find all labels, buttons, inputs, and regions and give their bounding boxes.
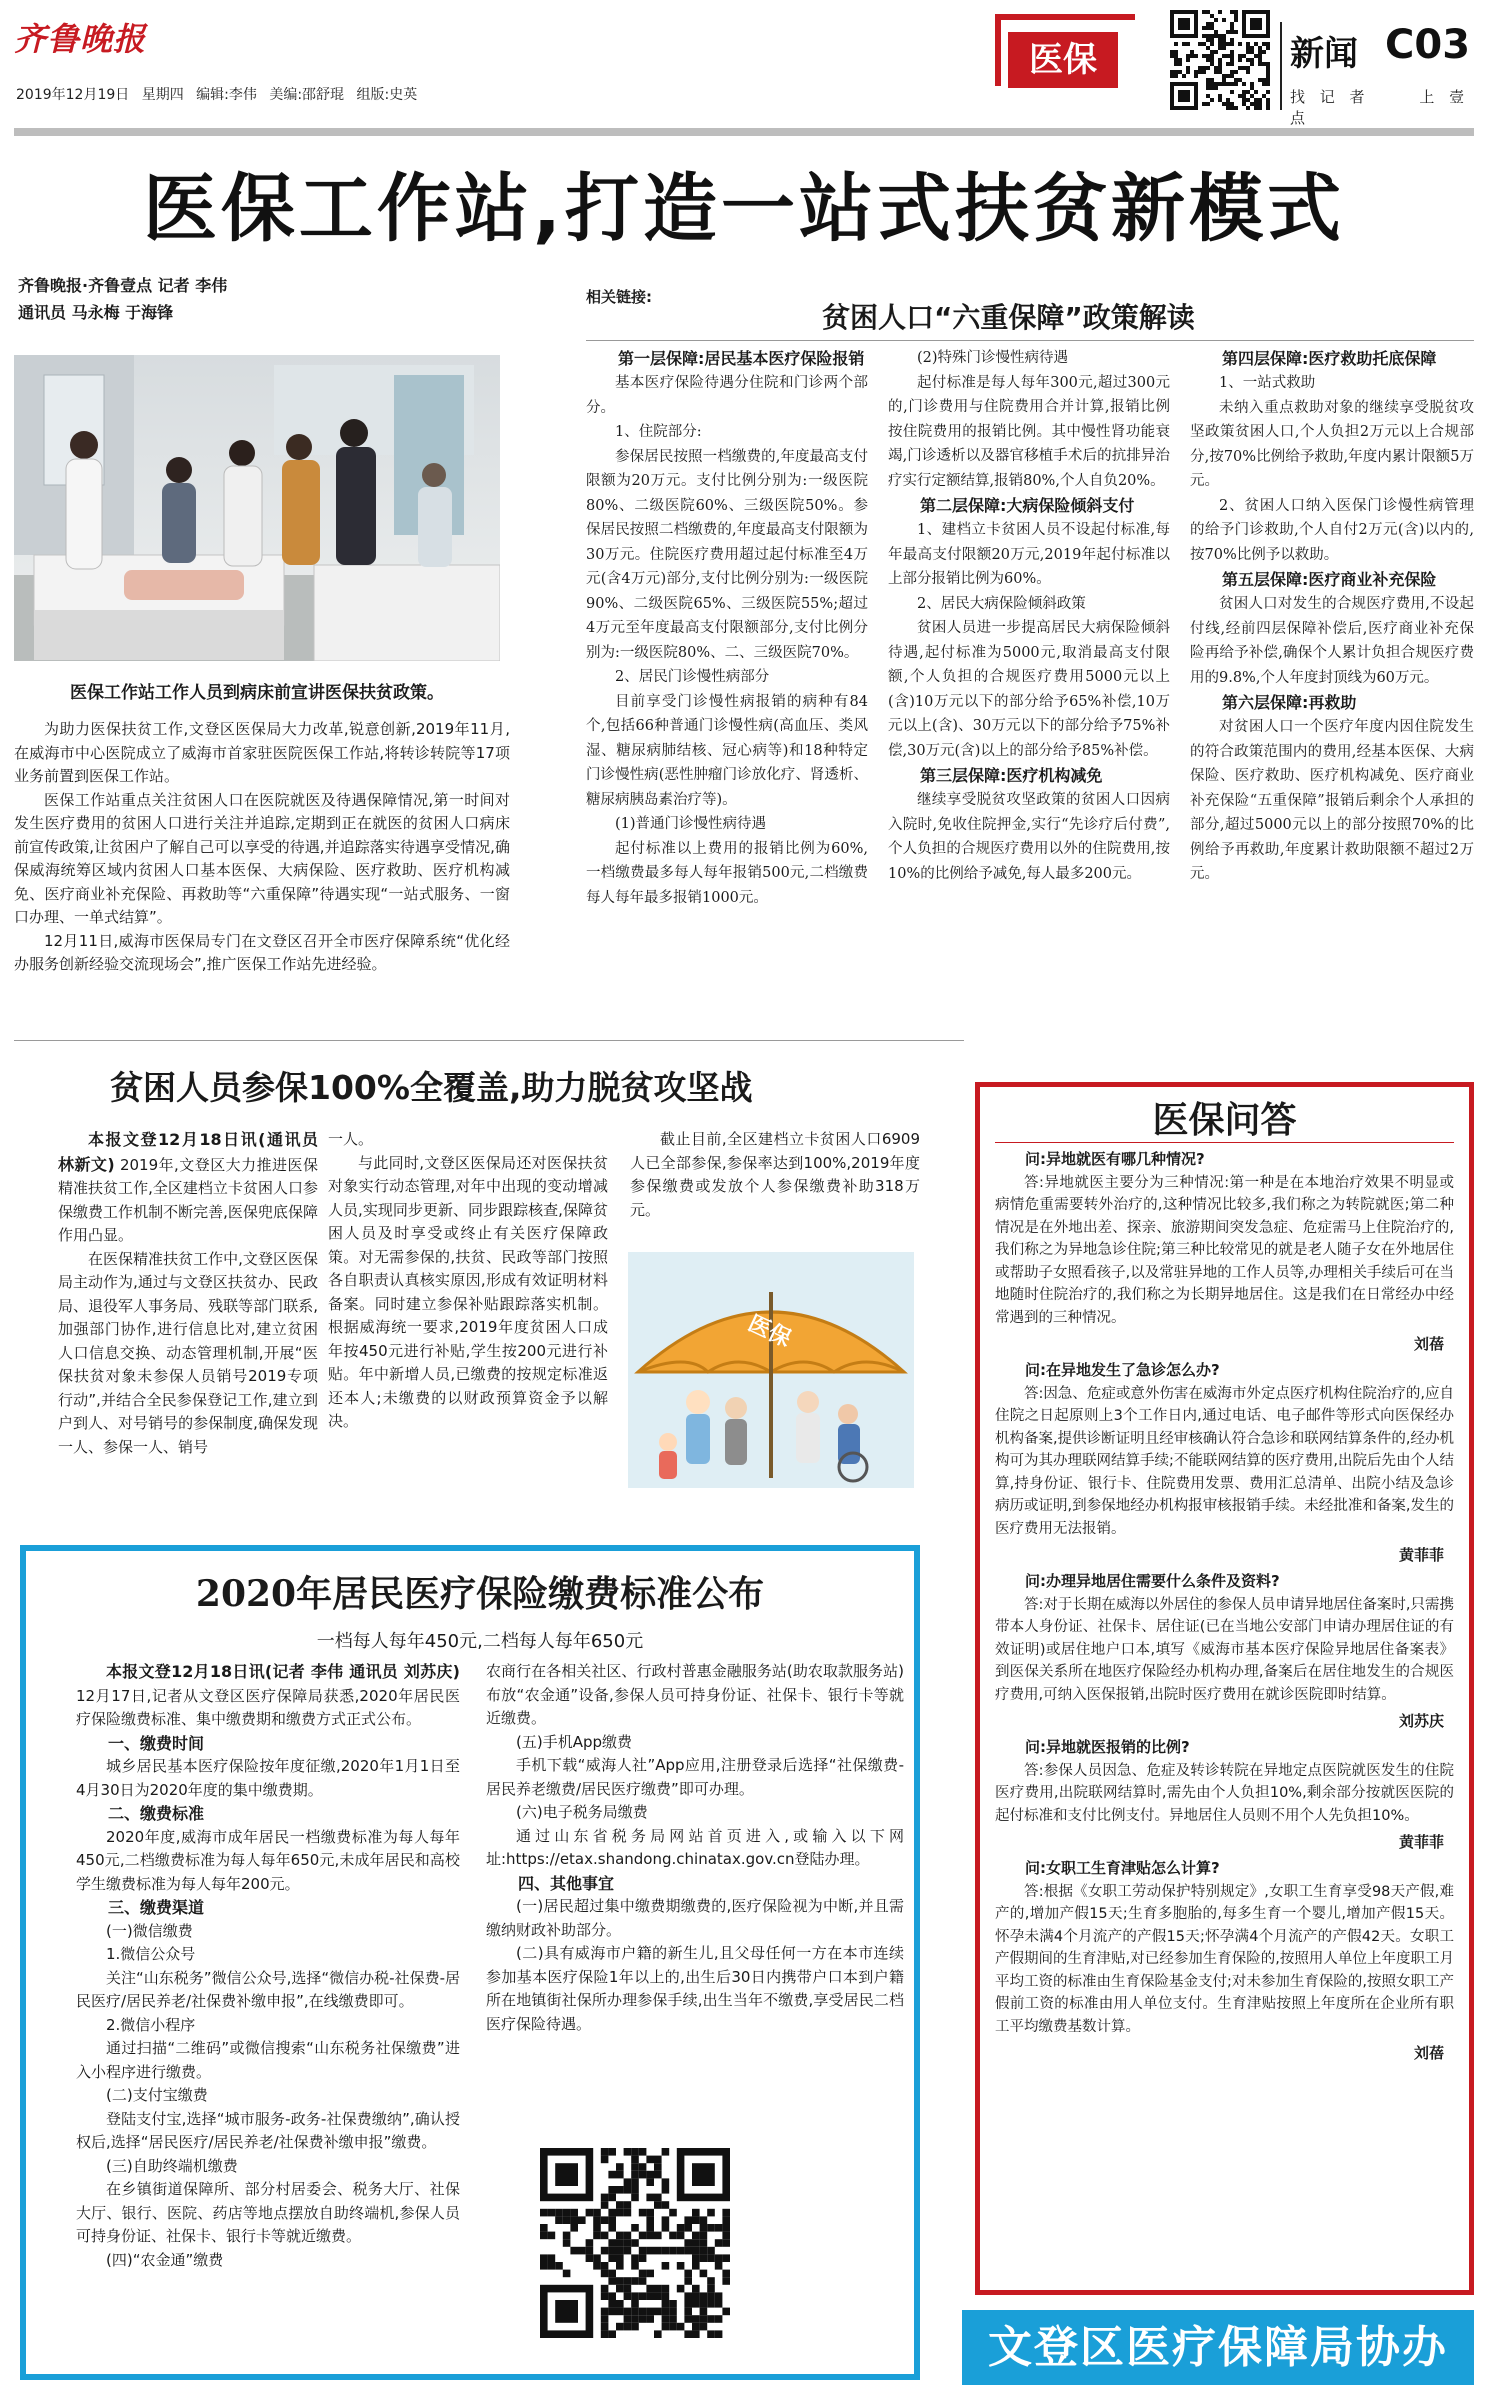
- article3-paragraph: (二)具有威海市户籍的新生儿,且父母任何一方在本市连续参加基本医疗保险1年以上的,出生后30日内携带户口本到户籍所在地镇街社保所办理参保手续,出生当年不缴费,享受居民二档医疗保险待遇。: [486, 1944, 904, 2033]
- policy-paragraph: 1、一站式救助: [1219, 375, 1316, 391]
- qa-answer: 答:根据《女职工劳动保护特别规定》,女职工生育享受98天产假,难产的,增加产假15天;生育多胞胎的,每多生育一个婴儿,增加产假15天。怀孕未满4个月流产的产假15天;怀孕满4个月流产的产假42天。女职工产假期间的生育津贴,对已经参加生育保险的,按照用人单位上年度职工月平均工资的标准由生育保险基金支付;对未参加生育保险的,按照女职工产假前工资的标准由用人单位支付。生育津贴按照上年度所在企业所有职工平均缴费基数计算。: [995, 1883, 1454, 2035]
- qa-author: 刘苏庆: [1398, 1712, 1444, 1730]
- article2-paragraph: 在医保精准扶贫工作中,文登区医保局主动作为,通过与文登区扶贫办、民政局、退役军人事务局、残联等部门联系,加强部门协作,进行信息比对,建立贫困人口信息交换、动态管理机制,开展“医保扶贫对象未参保人员销号2019专项行动”,并结合全民参保登记工作,建立到户到人、对号销号的参保制度,确保发现一人、参保一人、销号: [58, 1249, 318, 1456]
- umbrella-label: 医保: [744, 1311, 795, 1353]
- byline-line-1: 齐鲁晚报·齐鲁壹点 记者 李伟: [18, 276, 228, 295]
- qa-title: 医保问答: [1152, 1099, 1297, 1141]
- policy-paragraph: 对贫困人口一个医疗年度内因住院发生的符合政策范围内的费用,经基本医保、大病保险、医疗救助、医疗机构减免、医疗商业补充保险“五重保障”报销后剩余个人承担的部分,超过5000元以上的部分按照70%的比例给予再救助,年度累计救助限额不超过2万元。: [1190, 719, 1474, 882]
- article3-paragraph: 农商行在各相关社区、行政村普惠金融服务站(助农取款服务站)布放“农金通”设备,参保人员可持身份证、社保卡、银行卡等就近缴费。: [486, 1662, 904, 1727]
- article2-col-2: [328, 1128, 608, 1434]
- policy-paragraph: 贫困人员进一步提高居民大病保险倾斜待遇,起付标准为5000元,取消最高支付限额,个人负担的合规医疗费用5000元以上(含)10万元以下的部分给予65%补偿,10万元以上(含)、30万元以下的部分给予75%补偿,30万元(含)以上的部分给予85%补偿。: [888, 620, 1170, 759]
- policy-title-rule: [586, 340, 1474, 341]
- qa-question: 问:女职工生育津贴怎么计算?: [1025, 1859, 1220, 1877]
- article1-body: [14, 718, 510, 977]
- article1-paragraph: 12月11日,威海市医保局专门在文登区召开全市医疗保障系统“优化经办服务创新经验交流现场会”,推广医保工作站先进经验。: [14, 931, 510, 973]
- article2-headline: 贫困人员参保100%全覆盖,助力脱贫攻坚战: [110, 1068, 753, 1107]
- policy-paragraph: 2、居民门诊慢性病部分: [615, 669, 770, 685]
- masthead-rule: [14, 128, 1474, 136]
- related-link-label: 相关链接:: [586, 288, 652, 306]
- dateline: [16, 84, 417, 104]
- policy-subheading: 第五层保障:医疗商业补充保险: [1222, 570, 1437, 589]
- qr-code-icon[interactable]: [1170, 10, 1270, 110]
- policy-paragraph: 基本医疗保险待遇分住院和门诊两个部分。: [586, 375, 868, 416]
- find-reporter: [1290, 86, 1488, 128]
- hospital-ward-photo: [14, 355, 500, 661]
- article2-paragraph: 与此同时,文登区医保局还对医保扶贫对象实行动态管理,对年中出现的变动增减人员,实现同步更新、同步跟踪核查,保障贫困人员及时享受或终止有关医疗保障政策。对无需参保的,扶贫、民政等部门按照各自职责认真核实原因,形成有效证明材料备案。同时建立参保补贴跟踪落实机制。根据威海统一要求,2019年度贫困人口成年按450元进行补贴,学生按200元进行补贴。年中新增人员,已缴费的按规定标准返还本人;未缴费的以财政预算资金予以解决。: [328, 1153, 608, 1430]
- qa-question: 问:异地就医报销的比例?: [1025, 1738, 1190, 1756]
- qa-title-rule: [995, 1142, 1454, 1143]
- article3-paragraph: 城乡居民基本医疗保险按年度征缴,2020年1月1日至4月30日为2020年度的集中缴费期。: [76, 1757, 460, 1799]
- qa-answer: 答:异地就医主要分为三种情况:第一种是在本地治疗效果不明显或病情危重需要转外治疗的,这种情况比较多,我们称之为转院就医;第二种情况是在外地出差、探亲、旅游期间突发急症、危症需马上住院治疗的,我们称之为异地急诊住院;第三种比较常见的就是老人随子女在外地居住或帮助子女照看孩子,以及常驻异地的工作人员等,办理相关手续后可在当地随时住院治疗的,我们称之为长期异地居住。这是我们在日常经办中经常遇到的三种情况。: [995, 1174, 1454, 1326]
- main-headline: 医保工作站,打造一站式扶贫新模式: [142, 166, 1346, 252]
- article3-subheading: 四、其他事宜: [518, 1873, 615, 1893]
- policy-paragraph: (2)特殊门诊慢性病待遇: [917, 350, 1069, 366]
- policy-col-1: [586, 346, 868, 910]
- policy-paragraph: 1、住院部分:: [615, 424, 702, 440]
- article2-lead-text: 2019年,文登区大力推进医保精准扶贫工作,全区建档立卡贫困人口参保缴费工作机制不断完善,医保兜底保障作用凸显。: [58, 1155, 318, 1244]
- qa-answer: 答:因急、危症或意外伤害在威海市外定点医疗机构住院治疗的,应自住院之日起原则上3个工作日内,通过电话、电子邮件等形式向医保经办机构备案,提供诊断证明且经审核确认符合急诊和联网结算条件的,经办机构可为其办理联网结算手续;不能联网结算的医疗费用,出院后先由个人结算,持身份证、银行卡、住院费用发票、费用汇总清单、出院小结及急诊病历或证明,到参保地经办机构报审核报销手续。未经批准和备案,发生的医疗费用无法报销。: [995, 1385, 1454, 1537]
- policy-paragraph: 参保居民按照一档缴费的,年度最高支付限额为20万元。支付比例分别为:一级医院80%、二级医院60%、三级医院50%。参保居民按照二档缴费的,年度最高支付限额为30万元。住院医疗费用超过起付标准至4万元(含4万元)部分,支付比例分别为:一级医院90%、二级医院65%、三级医院55%;超过4万元至年度最高支付限额部分,支付比例分别为:一级医院80%、二、三级医院70%。: [586, 448, 868, 661]
- policy-paragraph: 继续享受脱贫攻坚政策的贫困人口因病入院时,免收住院押金,实行“先诊疗后付费”,个人负担的合规医疗费用以外的住院费用,按10%的比例给予减免,每人最多200元。: [888, 792, 1170, 882]
- policy-subheading: 第六层保障:再救助: [1222, 693, 1357, 712]
- photo-caption: 医保工作站工作人员到病床前宣讲医保扶贫政策。: [70, 683, 444, 703]
- qa-question: 问:在异地发生了急诊怎么办?: [1025, 1361, 1220, 1379]
- article1-paragraph: 医保工作站重点关注贫困人口在医院就医及待遇保障情况,第一时间对发生医疗费用的贫困人口进行关注并追踪,定期到正在就医的贫困人口病床前宣传政策,让贫困户了解自己可以享受的待遇,并追踪落实待遇享受情况,确保威海统筹区域内贫困人口基本医保、大病保险、医疗救助、医疗机构减免、医疗商业补充保险、再救助等“六重保障”待遇实现“一站式服务、一窗口办理、一单式结算”。: [14, 790, 510, 926]
- policy-title: 贫困人口“六重保障”政策解读: [822, 301, 1195, 334]
- qa-body: [995, 1148, 1454, 2068]
- article3-paragraph: 关注“山东税务”微信公众号,选择“微信办税-社保费-居民医疗/居民养老/社保费补缴申报”,在线缴费即可。: [76, 1968, 460, 2010]
- article2-col-1: [58, 1128, 318, 1459]
- article3-paragraph: (四)“农金通”缴费: [106, 2250, 224, 2269]
- byline-line-2: 通讯员 马永梅 于海锋: [18, 303, 174, 322]
- policy-paragraph: 未纳入重点救助对象的继续享受脱贫攻坚政策贫困人口,个人负担2万元以上合规部分,按70%比例给予救助,年度内累计限额5万元。: [1190, 399, 1474, 489]
- qa-author: 刘蓓: [1413, 2044, 1444, 2062]
- article3-lead-label: 本报文登12月18日讯(记者 李伟 通讯员 刘苏庆): [106, 1662, 460, 1681]
- qa-question: 问:异地就医有哪几种情况?: [1025, 1150, 1205, 1168]
- article3-subheading: 二、缴费标准: [108, 1804, 205, 1823]
- policy-paragraph: 1、建档立卡贫困人员不设起付标准,每年最高支付限额20万元,2019年起付标准以上部分报销比例为60%。: [888, 522, 1170, 587]
- editor-credit: 编辑:李伟: [196, 87, 257, 103]
- article3-paragraph: (三)自助终端机缴费: [106, 2156, 238, 2175]
- policy-paragraph: (1)普通门诊慢性病待遇: [615, 816, 767, 832]
- masthead-divider: [1280, 22, 1282, 110]
- article2-col-3: [630, 1128, 920, 1222]
- qa-author: 刘蓓: [1413, 1335, 1444, 1353]
- policy-subheading: 第一层保障:居民基本医疗保险报销: [618, 349, 865, 368]
- article3-paragraph: 2020年度,威海市成年居民一档缴费标准为每人每年450元,二档缴费标准为每人每年650元,未成年居民和高校学生缴费标准为每人每年200元。: [76, 1827, 460, 1893]
- article2-paragraph: 截止目前,全区建档立卡贫困人口6909人已全部参保,参保率达到100%,2019年度参保缴费或发放个人参保缴费补助318万元。: [630, 1130, 920, 1219]
- article3-paragraph: (一)微信缴费: [106, 1921, 193, 1940]
- policy-subheading: 第三层保障:医疗机构减免: [920, 766, 1103, 785]
- article3-paragraph: 2.微信小程序: [106, 2015, 196, 2034]
- umbrella-illustration: [628, 1252, 914, 1488]
- qa-answer: 答:参保人员因急、危症及转诊转院在异地定点医院就医发生的住院医疗费用,出院联网结算时,需先由个人负担10%,剩余部分按就医医院的起付标准和支付比例支付。异地居住人员则不用个人先负担10%。: [995, 1762, 1454, 1824]
- qa-author: 黄菲菲: [1398, 1833, 1444, 1851]
- article1-paragraph: 为助力医保扶贫工作,文登区医保局大力改革,锐意创新,2019年11月,在威海市中心医院成立了威海市首家驻医院医保工作站,将转诊转院等17项业务前置到医保工作站。: [14, 720, 510, 785]
- policy-paragraph: 2、居民大病保险倾斜政策: [917, 595, 1086, 612]
- article3-lead-text: 12月17日,记者从文登区医疗保障局获悉,2020年居民医疗保险缴费标准、集中缴费期和缴费方式正式公布。: [76, 1686, 460, 1728]
- policy-paragraph: 目前享受门诊慢性病报销的病种有84个,包括66种普通门诊慢性病(高血压、类风湿、糖尿病肺结核、冠心病等)和18种特定门诊慢性病(恶性肿瘤门诊放化疗、肾透析、糖尿病胰岛素治疗等)。: [586, 693, 868, 808]
- find-reporter-value: 上 壹 点: [1290, 88, 1465, 127]
- tax-miniprogram-qr-code[interactable]: [540, 2148, 730, 2338]
- article3-paragraph: (五)手机App缴费: [516, 1732, 633, 1751]
- article3-paragraph: 在乡镇街道保障所、部分村居委会、税务大厅、社保大厅、银行、医院、药店等地点摆放自助终端机,参保人员可持身份证、社保卡、银行卡等就近缴费。: [76, 2180, 460, 2245]
- article3-paragraph: 1.微信公众号: [106, 1945, 196, 1963]
- policy-paragraph: 起付标准是每人每年300元,超过300元的,门诊费用与住院费用合并计算,报销比例按住院费用的报销比例。其中慢性肾功能衰竭,门诊透析以及器官移植手术后的抗排异治疗实行定额结算,报销80%,个人自负20%。: [888, 374, 1170, 489]
- section-rule-1: [14, 1040, 964, 1041]
- article3-subheading: 一、缴费时间: [108, 1733, 205, 1753]
- designer-credit: 美编:邵舒琨: [269, 87, 345, 103]
- section-name: 新闻: [1290, 34, 1358, 74]
- issue-weekday: 星期四: [141, 87, 184, 103]
- issue-date: 2019年12月19日: [16, 87, 130, 103]
- article2-continued-text: 一人。: [328, 1130, 374, 1148]
- article3-col-2: [486, 1660, 904, 2036]
- section-tag: 医保: [1008, 32, 1118, 88]
- qa-answer: 答:对于长期在威海以外居住的参保人员申请异地居住备案时,只需携带本人身份证、社保卡、居住证(已在当地公安部门申请办理居住证的有效证明)或居住地户口本,填写《威海市基本医疗保险异地居住备案表》到医保关系所在地医疗保险经办机构办理,备案后在居住地发生的合规医疗费用,可纳入医保报销,出院时医疗费用在就诊医院即时结算。: [995, 1596, 1454, 1703]
- article1-byline: [18, 272, 227, 326]
- policy-paragraph: 起付标准以上费用的报销比例为60%,一档缴费最多每人每年报销500元,二档缴费每人每年最多报销1000元。: [586, 840, 868, 906]
- article3-paragraph: (六)电子税务局缴费: [516, 1803, 648, 1821]
- qa-question: 问:办理异地居住需要什么条件及资料?: [1025, 1572, 1280, 1590]
- article2-lead-paragraph: [58, 1128, 318, 1248]
- find-reporter-label: 找 记 者: [1290, 88, 1365, 106]
- layout-credit: 组版:史英: [356, 87, 418, 103]
- policy-paragraph: 贫困人口对发生的合规医疗费用,不设起付线,经前四层保障补偿后,医疗商业补充保险再给予补偿,确保个人累计负担合规医疗费用的9.8%,个人年度封顶线为60万元。: [1190, 596, 1474, 686]
- article2-lead-label: 本报文登12月18日讯(通讯员 林新文): [58, 1130, 318, 1174]
- article3-paragraph: 通过山东省税务局网站首页进入,或输入以下网址:https://etax.shandong.chinatax.gov.cn登陆办理。: [486, 1826, 904, 1868]
- policy-subheading: 第四层保障:医疗救助托底保障: [1222, 349, 1437, 368]
- qa-author: 黄菲菲: [1398, 1546, 1444, 1564]
- sponsor-bar: 文登区医疗保障局协办: [962, 2310, 1474, 2385]
- article3-paragraph: 登陆支付宝,选择“城市服务-政务-社保费缴纳”,确认授权后,选择“居民医疗/居民养老/社保费补缴申报”缴费。: [76, 2109, 460, 2151]
- policy-subheading: 第二层保障:大病保险倾斜支付: [920, 496, 1135, 515]
- article3-paragraph: (二)支付宝缴费: [106, 2086, 208, 2104]
- page-number: C03: [1385, 22, 1471, 68]
- policy-col-2: [888, 346, 1170, 886]
- article3-paragraph: 通过扫描“二维码”或微信搜索“山东税务社保缴费”进入小程序进行缴费。: [76, 2039, 460, 2081]
- article3-paragraph: 手机下载“威海人社”App应用,注册登录后选择“社保缴费-居民养老缴费/居民医疗缴费”即可办理。: [486, 1756, 904, 1798]
- article3-subheading: 三、缴费渠道: [108, 1898, 205, 1917]
- article3-headline: 2020年居民医疗保险缴费标准公布: [195, 1573, 765, 1615]
- article3-subhead: 一档每人每年450元,二档每人每年650元: [316, 1631, 644, 1652]
- article3-paragraph: (一)居民超过集中缴费期缴费的,医疗保险视为中断,并且需缴纳财政补助部分。: [486, 1897, 904, 1939]
- policy-col-3: [1190, 346, 1474, 887]
- article3-col-1: [76, 1660, 460, 2272]
- article3-lead-paragraph: [76, 1660, 460, 1732]
- newspaper-logo: 齐鲁晚报: [14, 20, 147, 58]
- policy-paragraph: 2、贫困人口纳入医保门诊慢性病管理的给予门诊救助,个人自付2万元(含)以内的,按70%比例予以救助。: [1190, 497, 1474, 563]
